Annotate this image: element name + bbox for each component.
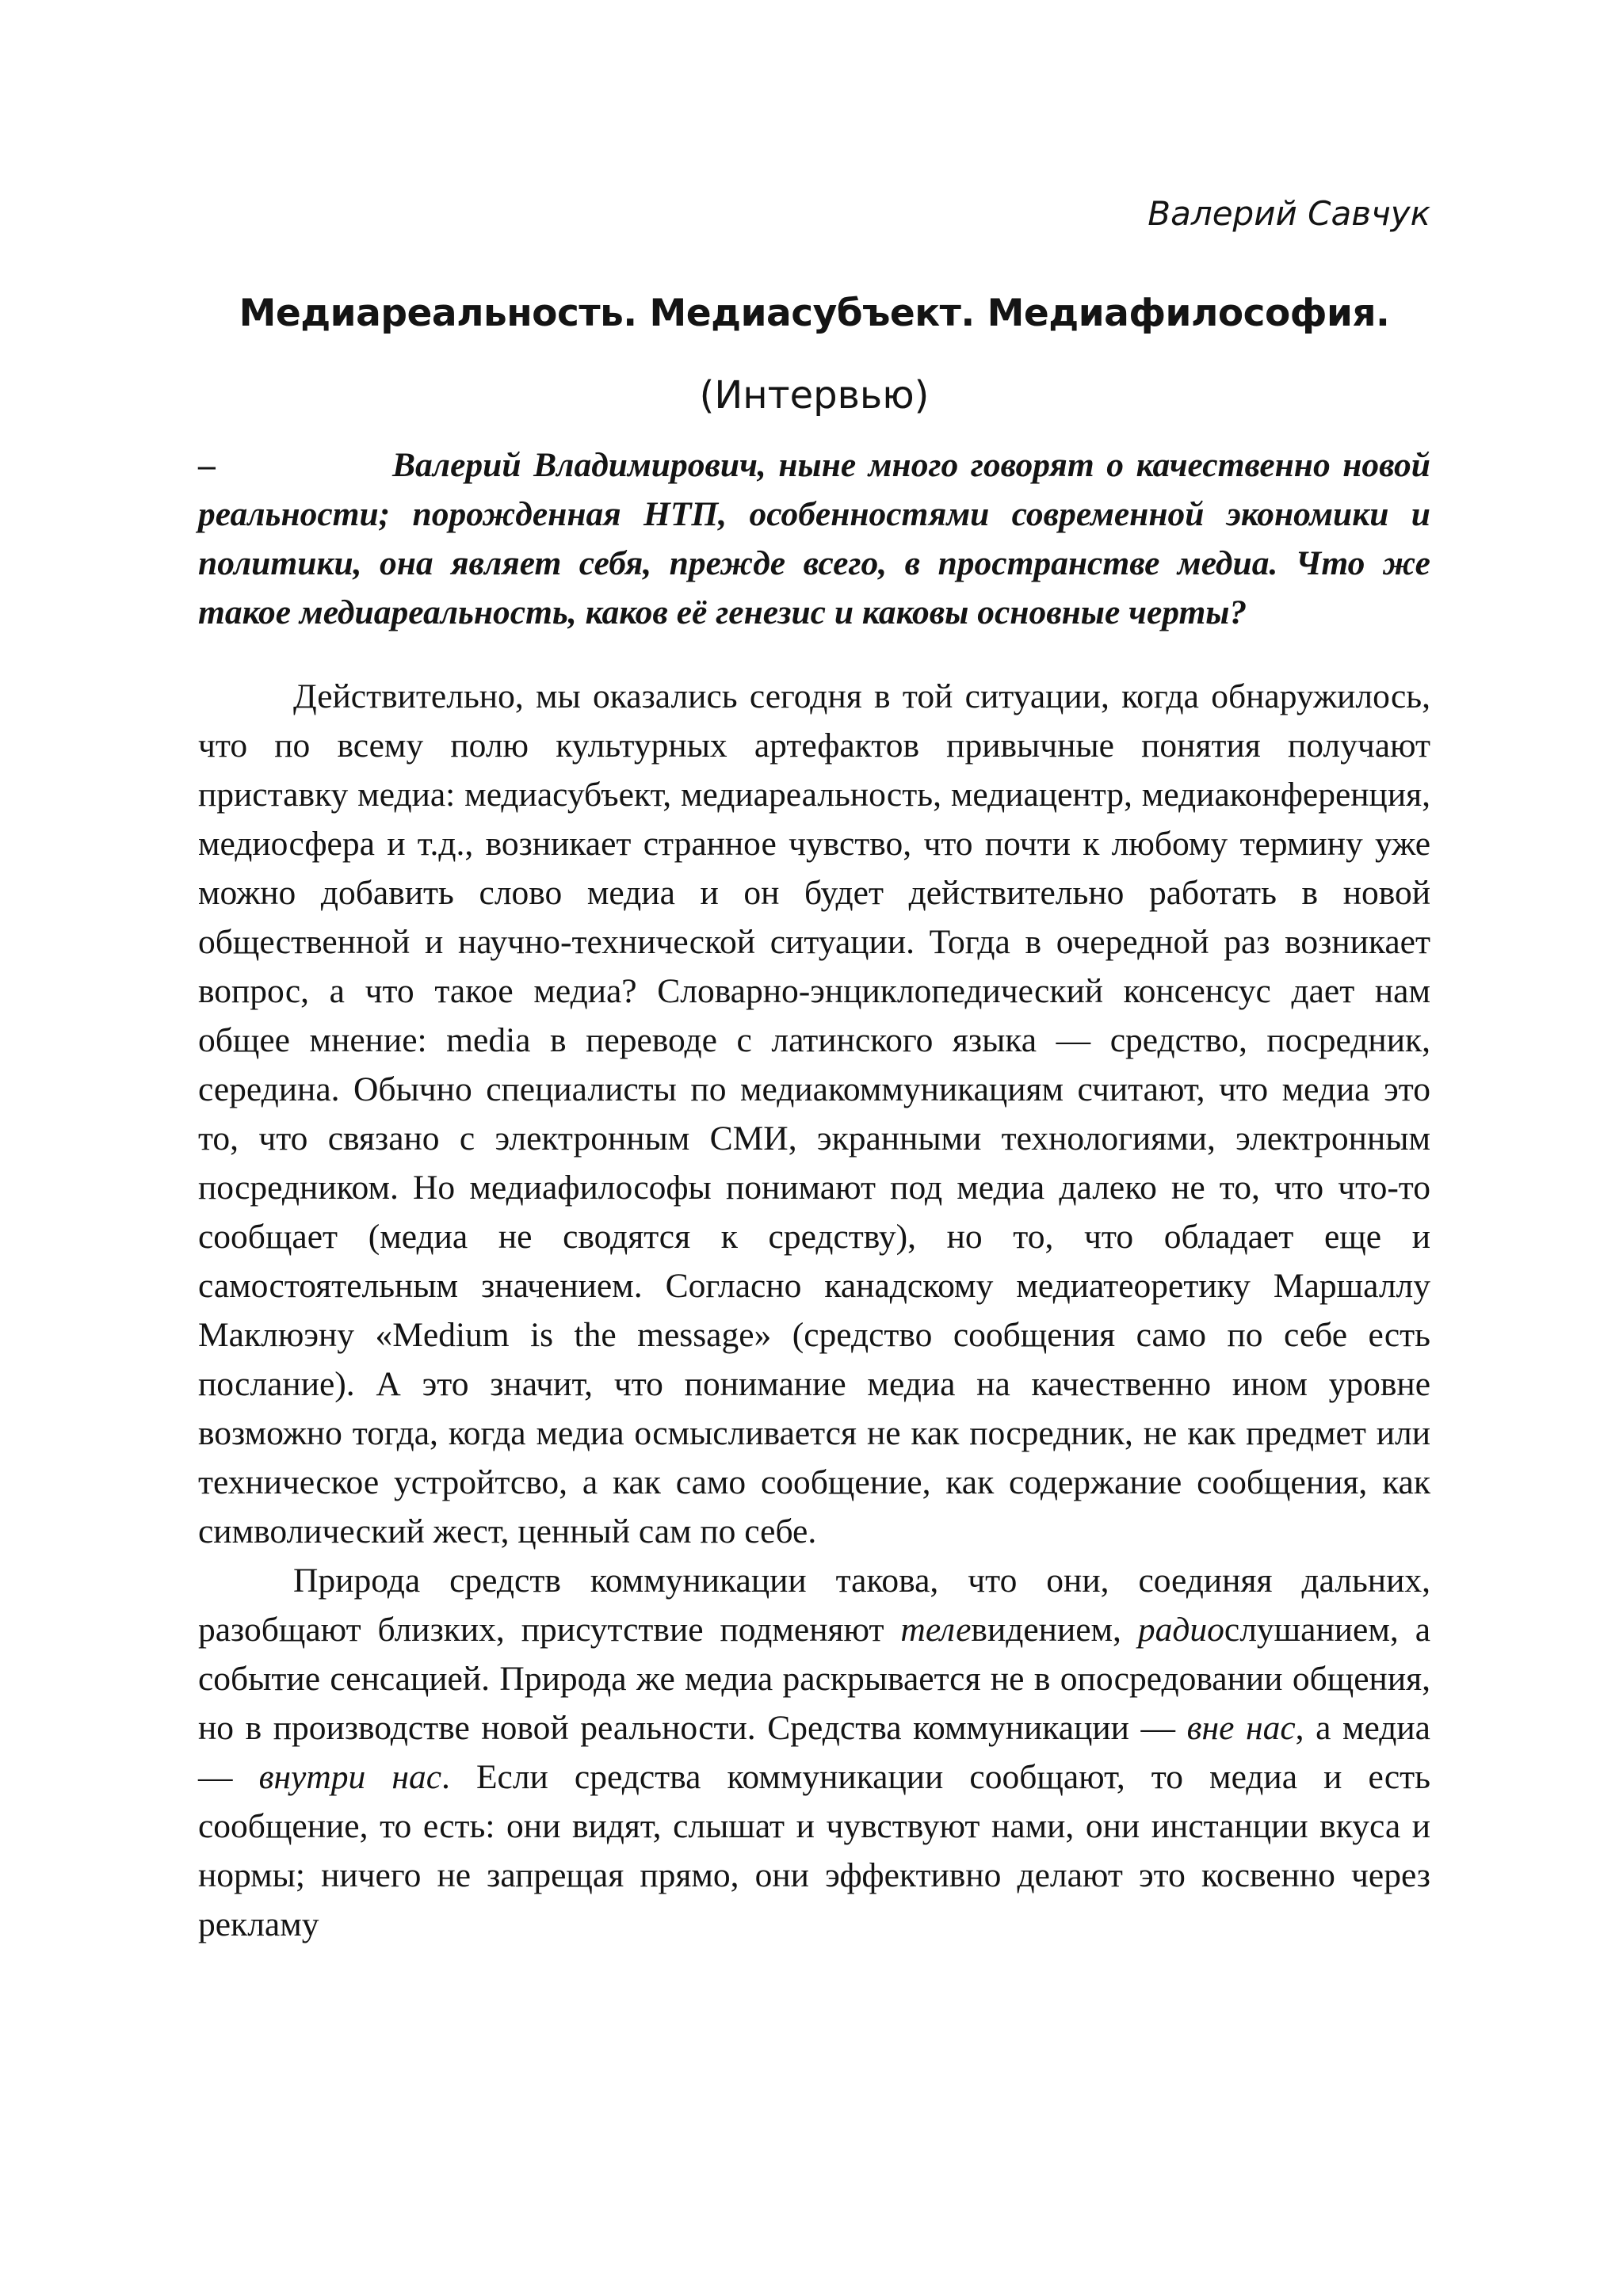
document-subtitle: (Интервью) — [699, 373, 930, 418]
paragraph-2-text: слушанием, а событие сенсацией. Природа же медиа раскрывается не в опосредовании общения, но в производстве новой реальности. Средства коммуникации — — [198, 1611, 1430, 1747]
question-dash: – — [198, 446, 216, 484]
page-content — [198, 190, 1430, 1949]
paragraph-2-text: . Если средства коммуникации сообщают, то медиа и есть сообщение, то есть: они видят, слышат и чувствуют нами, они инстанции вкуса и нормы; ничего не запрещая прямо, они эффективно делают это косвенно через рекламу — [198, 1758, 1431, 1943]
paragraph-2-italic: теле — [900, 1611, 972, 1649]
answer-paragraph-1: Действительно, мы оказались сегодня в той ситуации, когда обнаружилось, что по всему полю культурных артефактов привычные понятия получают приставку медиа: медиасубъект, медиареальность, медиацентр, медиаконференция, медиосфера и т.д., возникает странное чувство, что почти к любому термину уже можно добавить слово медиа и он будет действительно работать в новой общественной и научно-технической ситуации. Тогда в очередной раз возникает вопрос, а что такое медиа? Словарно-энциклопедический консенсус дает нам общее мнение: media в переводе с латинского языка — средство, посредник, середина. Обычно специалисты по медиакоммуникациям считают, что медиа это то, что связано с электронным СМИ, экранными технологиями, электронным посредником. Но медиафилософы понимают под медиа далеко не то, что что-то сообщает (медиа не сводятся к средству), но то, что обладает еще и самостоятельным значением. Согласно канадскому медиатеоретику Маршаллу Маклюэну «Medium is the message» (средство сообщения само по себе есть послание). А это значит, что понимание медиа на качественно ином уровне возможно тогда, когда медиа осмысливается не как посредник, не как предмет или техническое устройтсво, а как само сообщение, как содержание сообщения, как символический жест, ценный сам по себе. — [198, 677, 1430, 1550]
paragraph-2-text: , а медиа — — [198, 1709, 1430, 1796]
document-title: Медиареальность. Медиасубъект. Медиафилософия. — [239, 292, 1390, 335]
paragraph-2-italic: вне нас — [1186, 1709, 1296, 1747]
question-text: Валерий Владимирович, ныне много говорят о качественно новой реальности; порожденная НТП, особенностями современной экономики и политики, она являет себя, прежде всего, в пространстве медиа. Что же такое медиареальность, каков её генезис и каковы основные черты? — [198, 446, 1430, 631]
answer-paragraph-2 — [198, 1556, 1430, 1949]
paragraph-2-text: Природа средств коммуникации такова, что они, соединяя дальних, разобщают близких, присутствие подменяют — [198, 1562, 1430, 1649]
interview-question — [198, 441, 1430, 637]
paragraph-2-italic: радио — [1137, 1611, 1224, 1649]
author-name: Валерий Савчук — [1148, 194, 1430, 233]
paragraph-2-text: видением, — [971, 1611, 1138, 1649]
paragraph-2-italic: внутри нас — [258, 1758, 441, 1796]
